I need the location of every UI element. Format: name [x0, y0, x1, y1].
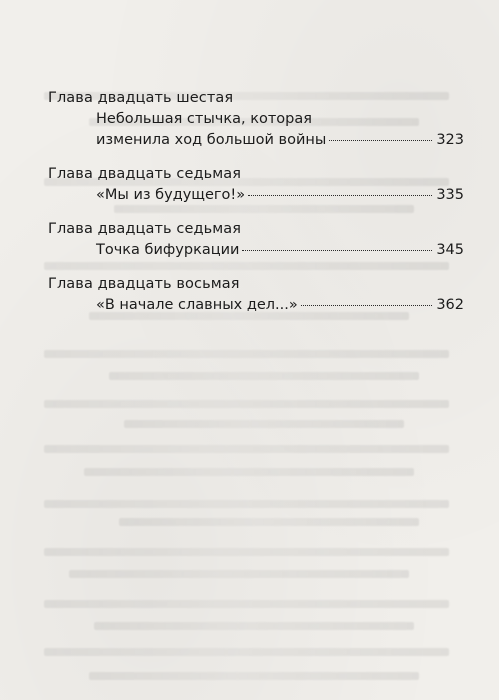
chapter-title: Точка бифуркации	[96, 242, 240, 258]
dot-leader	[248, 195, 432, 196]
chapter-title-row	[48, 295, 464, 316]
toc-entry	[48, 219, 464, 261]
chapter-title-row	[48, 240, 464, 261]
chapter-heading: Глава двадцать шестая	[48, 90, 234, 106]
toc-entry	[48, 274, 464, 316]
page-number: 362	[436, 297, 464, 313]
chapter-title: «В начале славных дел...»	[96, 297, 298, 313]
page-number: 335	[436, 187, 464, 203]
page-number: 345	[436, 242, 464, 258]
table-of-contents	[48, 88, 464, 329]
chapter-heading: Глава двадцать седьмая	[48, 166, 242, 182]
dot-leader	[301, 305, 433, 306]
chapter-title: Небольшая стычка, которая	[96, 111, 312, 127]
dot-leader	[329, 140, 432, 141]
toc-entry	[48, 88, 464, 151]
chapter-title: изменила ход большой войны	[96, 132, 327, 148]
chapter-title-row	[48, 185, 464, 206]
chapter-heading: Глава двадцать седьмая	[48, 221, 242, 237]
chapter-title-row	[48, 130, 464, 151]
chapter-heading: Глава двадцать восьмая	[48, 276, 240, 292]
page-number: 323	[436, 132, 464, 148]
chapter-title: «Мы из будущего!»	[96, 187, 246, 203]
toc-entry	[48, 164, 464, 206]
dot-leader	[242, 250, 432, 251]
